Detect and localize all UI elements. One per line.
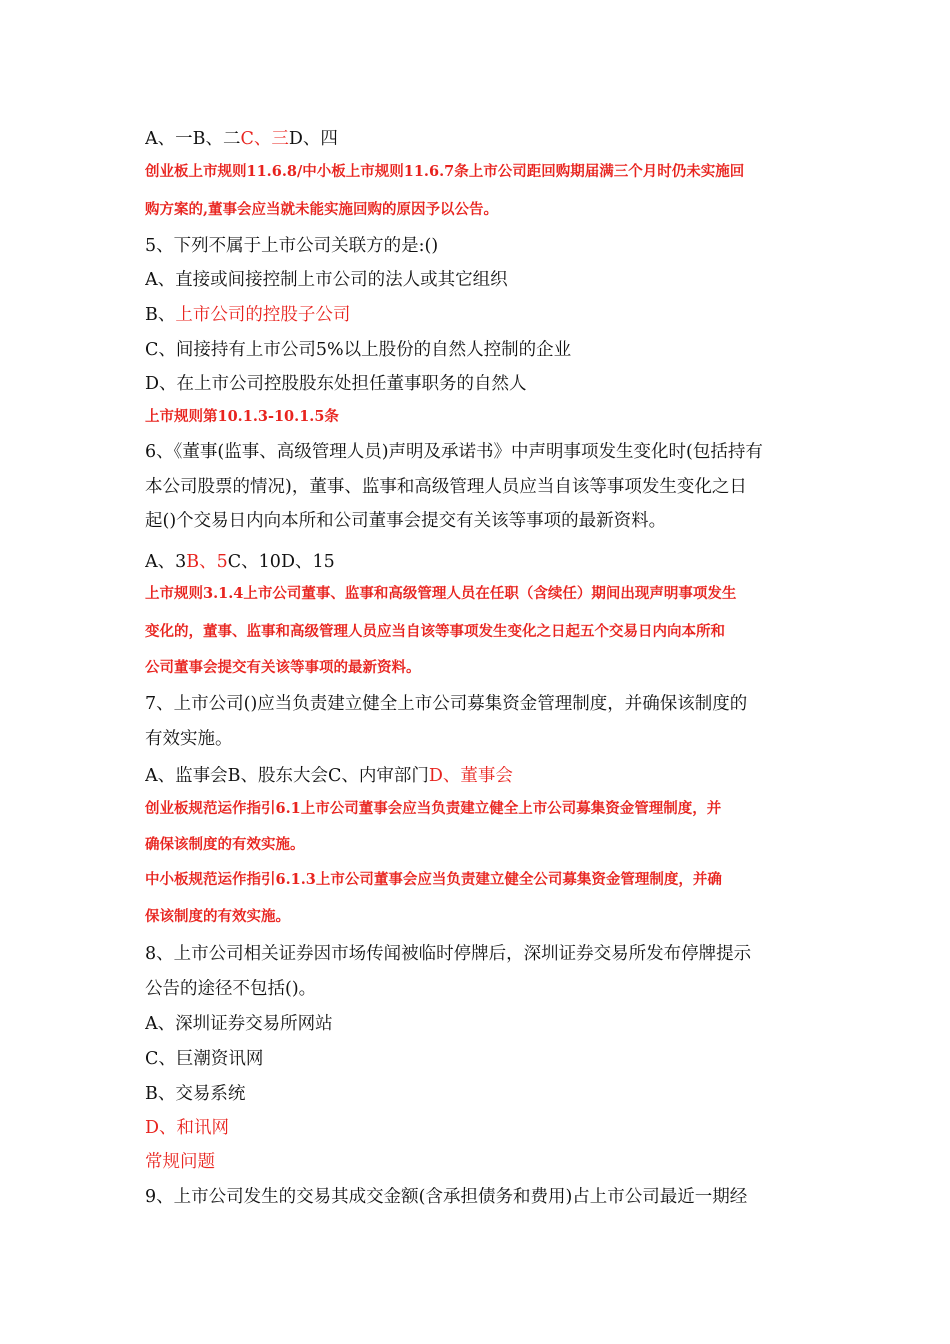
text-segment: C、10D、15 xyxy=(227,552,335,572)
text-line xyxy=(145,473,815,498)
text-segment: B、交易系统 xyxy=(145,1084,246,1104)
text-line xyxy=(145,690,815,715)
text-segment: 本公司股票的情况)，董事、监事和高级管理人员应当自该等事项发生变化之日 xyxy=(145,477,747,497)
highlighted-answer-text: 创业板规范运作指引6.1上市公司董事会应当负责建立健全上市公司募集资金管理制度，并 xyxy=(145,800,722,817)
reference-note-line xyxy=(145,656,815,677)
text-line xyxy=(145,232,815,257)
text-line xyxy=(145,1080,815,1105)
highlighted-answer-text: 购方案的,董事会应当就未能实施回购的原因予以公告。 xyxy=(145,201,499,218)
reference-note-line xyxy=(145,582,815,603)
highlighted-answer-text: D、和讯网 xyxy=(145,1118,230,1138)
text-line xyxy=(145,1183,815,1208)
text-line xyxy=(145,725,815,750)
text-line xyxy=(145,548,815,573)
reference-note-line xyxy=(145,198,815,219)
text-segment: 5、下列不属于上市公司关联方的是:() xyxy=(145,236,439,256)
highlighted-answer-text: 上市公司的控股子公司 xyxy=(175,305,351,325)
text-line xyxy=(145,1010,815,1035)
text-line xyxy=(145,336,815,361)
highlighted-answer-text: 上市规则3.1.4上市公司董事、监事和高级管理人员在任职（含续任）期间出现声明事项发生 xyxy=(145,585,737,602)
text-segment: A、直接或间接控制上市公司的法人或其它组织 xyxy=(145,270,508,290)
reference-note-line xyxy=(145,160,815,181)
reference-note-line xyxy=(145,797,815,818)
text-segment: 7、上市公司()应当负责建立健全上市公司募集资金管理制度，并确保该制度的 xyxy=(145,694,748,714)
text-segment: 6、《董事(监事、高级管理人员)声明及承诺书》中声明事项发生变化时(包括持有 xyxy=(145,442,763,462)
text-line xyxy=(145,1148,815,1173)
highlighted-answer-text: D、董事会 xyxy=(428,766,513,786)
text-segment: C、间接持有上市公司5%以上股份的自然人控制的企业 xyxy=(145,340,572,360)
text-line xyxy=(145,940,815,965)
text-segment: C、巨潮资讯网 xyxy=(145,1049,264,1069)
reference-note-line xyxy=(145,868,815,889)
text-line xyxy=(145,125,815,150)
reference-note-line xyxy=(145,905,815,926)
highlighted-answer-text: 中小板规范运作指引6.1.3上市公司董事会应当负责建立健全公司募集资金管理制度，并确 xyxy=(145,871,722,888)
text-segment: 公告的途径不包括()。 xyxy=(145,979,317,999)
highlighted-answer-text: C、三 xyxy=(240,129,289,149)
text-line xyxy=(145,975,815,1000)
highlighted-answer-text: 上市规则第10.1.3-10.1.5条 xyxy=(145,408,339,425)
highlighted-answer-text: 确保该制度的有效实施。 xyxy=(145,836,305,853)
highlighted-answer-text: 创业板上市规则11.6.8/中小板上市规则11.6.7条上市公司距回购期届满三个月时仍未实施回 xyxy=(145,163,745,180)
highlighted-answer-text: 公司董事会提交有关该等事项的最新资料。 xyxy=(145,659,421,676)
text-segment: 起()个交易日内向本所和公司董事会提交有关该等事项的最新资料。 xyxy=(145,511,667,531)
text-line xyxy=(145,1045,815,1070)
text-segment: 有效实施。 xyxy=(145,729,233,749)
text-segment: D、四 xyxy=(288,129,338,149)
text-line xyxy=(145,266,815,291)
text-segment: A、一B、二 xyxy=(145,129,241,149)
text-segment: B、 xyxy=(145,305,176,325)
text-line xyxy=(145,370,815,395)
text-segment: A、深圳证券交易所网站 xyxy=(145,1014,333,1034)
text-segment: A、3 xyxy=(145,552,187,572)
text-line xyxy=(145,1114,815,1139)
text-line xyxy=(145,762,815,787)
text-segment: 8、上市公司相关证券因市场传闻被临时停牌后，深圳证券交易所发布停牌提示 xyxy=(145,944,752,964)
highlighted-answer-text: 保该制度的有效实施。 xyxy=(145,908,290,925)
highlighted-answer-text: B、5 xyxy=(186,552,228,572)
text-line xyxy=(145,301,815,326)
reference-note-line xyxy=(145,833,815,854)
reference-note-line xyxy=(145,620,815,641)
text-segment: D、在上市公司控股股东处担任董事职务的自然人 xyxy=(145,374,527,394)
highlighted-answer-text: 常规问题 xyxy=(145,1152,215,1172)
text-segment: 9、上市公司发生的交易其成交金额(含承担债务和费用)占上市公司最近一期经 xyxy=(145,1187,748,1207)
text-line xyxy=(145,438,815,463)
text-line xyxy=(145,507,815,532)
highlighted-answer-text: 变化的，董事、监事和高级管理人员应当自该等事项发生变化之日起五个交易日内向本所和 xyxy=(145,623,725,640)
reference-note-line xyxy=(145,405,815,426)
text-segment: A、监事会B、股东大会C、内审部门 xyxy=(145,766,429,786)
